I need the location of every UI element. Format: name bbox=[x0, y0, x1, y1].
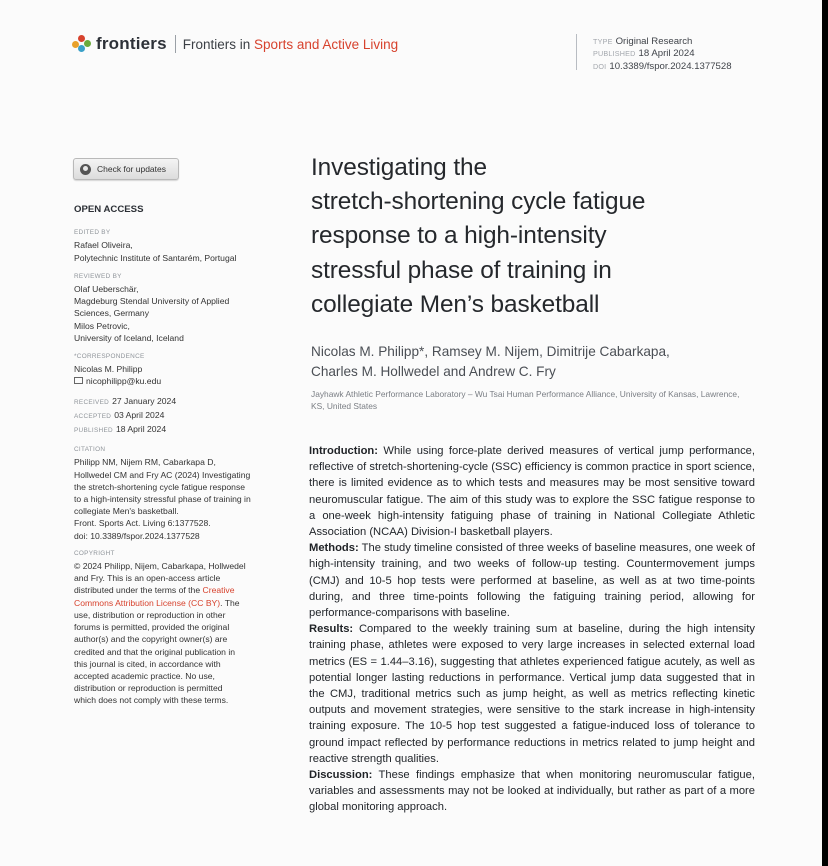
doi[interactable]: 10.3389/fspor.2024.1377528 bbox=[609, 60, 732, 72]
abstract-introduction: Introduction: While using force-plate derived measures of vertical jump performance, reflective of stretch-shortening-cycle (SSC) efficiency is common practice in sport science, there is limited evidence as to which tests and measures may be most sensitive toward neuromuscular fatigue. The aim of this study was to explore the SSC fatigue response to a one-week high-intensity fatiguing phase of training in National Collegiate Athletic Association (NCAA) Division-I basketball players. bbox=[309, 445, 755, 539]
published-date: 18 April 2024 bbox=[638, 48, 695, 60]
copyright: COPYRIGHT © 2024 Philipp, Nijem, Cabarkapa, Hollwedel and Fry. This is an open-access article distributed under the terms of the Creative Commons Attribution License (CC BY). The use, distribution or reproduction in other forums is permitted, provided the original author(s) and the copyright owner(s) are credited and that the original publication in this journal is cited, in accordance with accepted academic practice. No use, distribution or reproduction is permitted which does not comply with these terms. bbox=[74, 549, 246, 706]
publisher-name: frontiers bbox=[96, 34, 167, 53]
author-list: Nicolas M. Philipp*, Ramsey M. Nijem, Dimitrije Cabarkapa, Charles M. Hollwedel and Andrew C. Fry bbox=[311, 344, 670, 379]
update-check-icon bbox=[80, 164, 91, 175]
check-updates-label: Check for updates bbox=[97, 164, 166, 174]
frontiers-logo-icon bbox=[72, 34, 92, 54]
check-for-updates-button[interactable] bbox=[73, 158, 179, 180]
correspondence: *CORRESPONDENCE Nicolas M. Philipp nicophilipp@ku.edu bbox=[74, 351, 274, 388]
citation: CITATION Philipp NM, Nijem RM, Cabarkapa D, Hollwedel CM and Fry AC (2024) Investigating the stretch-shortening cycle fatigue response to a high-intensity stressful phase of training in collegiate Men's basketball. Front. Sports Act. Living 6:1377528. doi: 10.3389/fspor.2024.1377528 bbox=[74, 446, 251, 541]
abstract-methods: Methods: The study timeline consisted of three weeks of baseline measures, one week of high-intensity training, and two weeks of follow-up testing. Countermovement jumps (CMJ) and 10-5 hop tests were performed at baseline, as well as at two time-points during, and three time-points following the fatiguing training period, allowing for performance-comparisons with baseline. bbox=[309, 542, 755, 620]
abstract-results: Results: Compared to the weekly training sum at baseline, during the high intensity training phase, athletes were exposed to very large increases in selected external load metrics (ES = 1.44–3.16), suggesting that athletes experienced fatigue acutely, as well as potential longer lasting reductions in performance. Vertical jump data suggested that in the CMJ, traditional metrics such as jump height, as well as metrics reflecting kinetic outputs and movement strategies, were sensitive to the stark increase in high-intensity training exposure. The 10-5 hop test suggested a fatigue-induced loss of tolerance to ground impact reflected by performance reductions in metrics related to jump height and reactive strength qualities. bbox=[309, 623, 755, 765]
edited-by: EDITED BY Rafael Oliveira, Polytechnic Institute of Santarém, Portugal bbox=[74, 229, 237, 263]
journal-title[interactable]: Frontiers in Sports and Active Living bbox=[182, 36, 399, 52]
open-access-label: OPEN ACCESS bbox=[74, 204, 144, 215]
license-link-cont[interactable]: Commons Attribution License (CC BY) bbox=[74, 597, 221, 608]
dates: RECEIVED 27 January 2024 ACCEPTED 03 April 2024 PUBLISHED 18 April 2024 bbox=[74, 395, 177, 435]
mail-icon bbox=[74, 377, 83, 384]
frontiers-logo[interactable] bbox=[72, 34, 398, 54]
license-link[interactable]: Creative bbox=[202, 585, 235, 596]
correspondence-email[interactable]: nicophilipp@ku.edu bbox=[74, 375, 274, 387]
abstract-discussion: Discussion: These findings emphasize that when monitoring neuromuscular fatigue, variables and assessments may not be looked at individually, but rather as part of a more global monitoring approach. bbox=[309, 769, 755, 814]
article-meta: TYPE Original Research PUBLISHED 18 April 2024 DOI 10.3389/fspor.2024.1377528 bbox=[593, 36, 732, 72]
sidebar-info bbox=[74, 204, 274, 714]
meta-divider bbox=[576, 34, 577, 70]
abstract bbox=[309, 443, 755, 816]
article-title: Investigating the stretch-shortening cycle fatigue response to a high-intensity stressful phase of training in collegiate Men’s basketball bbox=[311, 154, 646, 318]
affiliation: Jayhawk Athletic Performance Laboratory – Wu Tsai Human Performance Alliance, University of Kansas, Lawrence, KS, United States bbox=[311, 389, 740, 411]
logo-divider bbox=[175, 35, 176, 53]
reviewed-by: REVIEWED BY Olaf Ueberschär, Magdeburg Stendal University of Applied Sciences, Germany Milos Petrovic, University of Iceland, Iceland bbox=[74, 272, 230, 343]
article-type: Original Research bbox=[615, 36, 693, 47]
